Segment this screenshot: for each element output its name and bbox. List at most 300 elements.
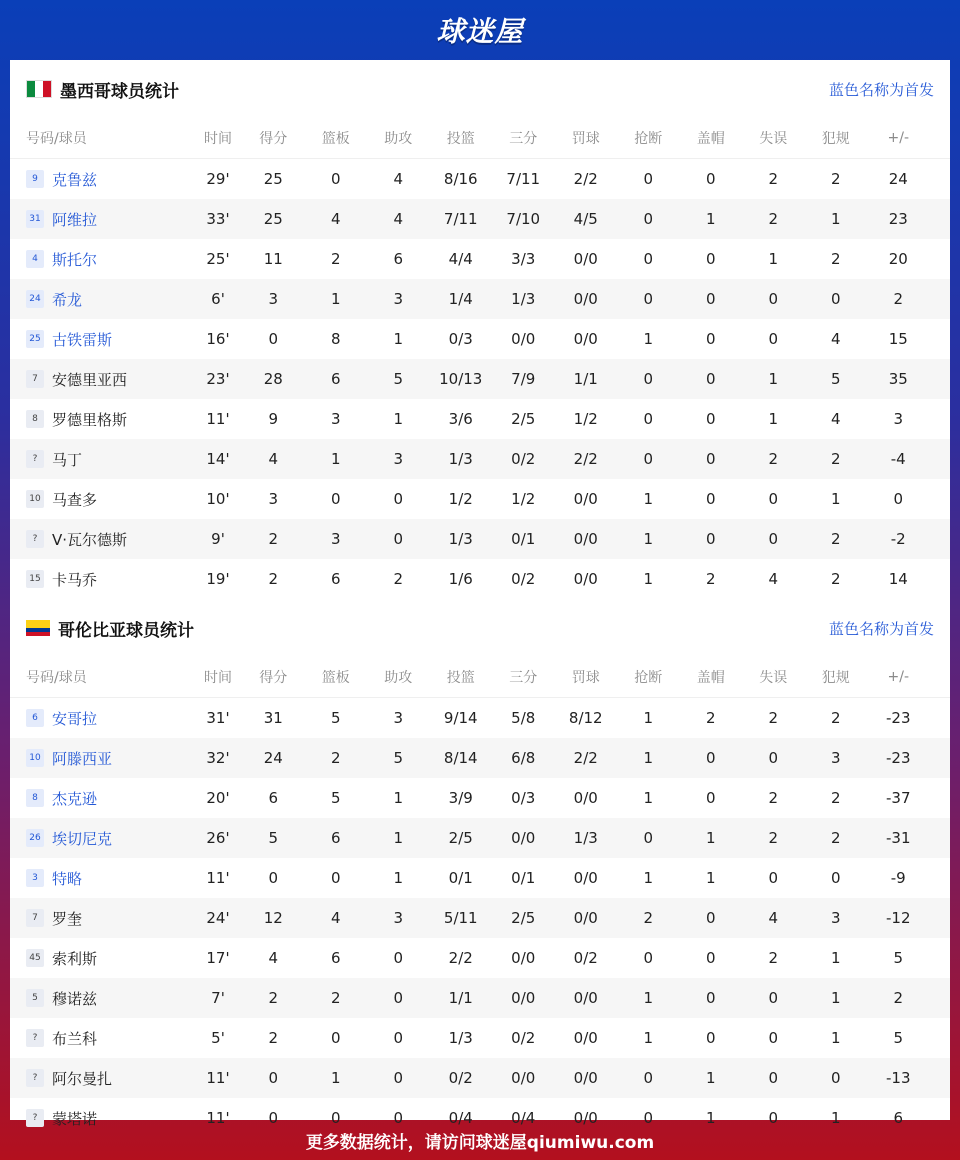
stat-cell: 0/0: [573, 570, 598, 588]
stat-cell: 2: [768, 210, 779, 228]
column-header: 得分: [259, 670, 288, 686]
player-cell[interactable]: [10, 169, 190, 190]
stat-cell: 1: [705, 869, 716, 887]
stat-cell: 24: [888, 170, 908, 188]
stat-cell: 0/4: [448, 1109, 473, 1127]
column-header: 篮板: [321, 131, 350, 147]
stat-cell: -4: [890, 450, 906, 468]
stat-cell: 4: [830, 410, 841, 428]
stat-cell: 0: [330, 1109, 341, 1127]
player-name[interactable]: 古铁雷斯: [52, 330, 113, 349]
stat-cell: 0: [393, 530, 404, 548]
stat-cell: 0: [768, 869, 779, 887]
stat-cell: 0/1: [511, 530, 536, 548]
stat-cell: 1: [830, 989, 841, 1007]
stat-cell: 9: [268, 410, 279, 428]
stat-cell: 1/3: [448, 1029, 473, 1047]
stat-cell: 0: [705, 290, 716, 308]
player-name[interactable]: 希龙: [52, 290, 83, 309]
stat-cell: 0: [393, 989, 404, 1007]
jersey-number: 9: [26, 170, 44, 188]
stat-cell: 0: [705, 989, 716, 1007]
player-cell[interactable]: [10, 569, 190, 590]
stat-cell: 0: [705, 330, 716, 348]
jersey-number: 5: [26, 989, 44, 1007]
stat-cell: 11': [206, 1069, 230, 1087]
stat-cell: 0: [643, 170, 654, 188]
player-cell[interactable]: [10, 988, 190, 1009]
table-row: [10, 159, 950, 199]
stat-cell: 1: [643, 490, 654, 508]
jersey-number: 10: [26, 490, 44, 508]
stat-cell: 0: [768, 1029, 779, 1047]
stat-cell: 4: [330, 210, 341, 228]
stat-cell: 10': [206, 490, 230, 508]
stat-cell: 1: [643, 530, 654, 548]
stat-cell: 0/0: [573, 530, 598, 548]
stat-cell: -2: [890, 530, 906, 548]
stat-cell: 0/0: [573, 1109, 598, 1127]
player-cell[interactable]: [10, 289, 190, 310]
stat-cell: 3: [830, 749, 841, 767]
jersey-number: 45: [26, 949, 44, 967]
column-header: 三分: [509, 670, 538, 686]
table-row: [10, 1018, 950, 1058]
stat-cell: 0: [705, 749, 716, 767]
stat-cell: 2: [768, 789, 779, 807]
player-name[interactable]: V·瓦尔德斯: [52, 530, 128, 549]
table-header: [10, 118, 950, 159]
stat-cell: 2: [705, 570, 716, 588]
stat-cell: 0: [268, 330, 279, 348]
stat-cell: 1/1: [448, 989, 473, 1007]
player-cell[interactable]: [10, 409, 190, 430]
stat-cell: 1: [830, 949, 841, 967]
player-name[interactable]: 穆诺兹: [52, 989, 98, 1008]
stat-cell: -9: [890, 869, 906, 887]
player-name[interactable]: 阿维拉: [52, 210, 98, 229]
player-cell[interactable]: [10, 489, 190, 510]
stat-cell: 0/3: [511, 789, 536, 807]
jersey-number: 6: [26, 709, 44, 727]
player-cell[interactable]: [10, 828, 190, 849]
table-row: [10, 858, 950, 898]
stat-cell: 10/13: [439, 370, 483, 388]
stat-cell: 0/0: [511, 989, 536, 1007]
stat-cell: -37: [886, 789, 911, 807]
stat-cell: -13: [886, 1069, 911, 1087]
stat-cell: 1: [643, 869, 654, 887]
stat-cell: 5: [893, 949, 904, 967]
stat-cell: 0/1: [448, 869, 473, 887]
team-section-colombia: [10, 599, 950, 1138]
stat-cell: 0: [393, 490, 404, 508]
stat-cell: 2: [893, 989, 904, 1007]
player-name[interactable]: 埃切尼克: [52, 829, 113, 848]
stat-cell: 3/3: [511, 250, 536, 268]
stat-cell: 19': [206, 570, 230, 588]
stat-cell: 16': [206, 330, 230, 348]
stat-cell: 0/0: [573, 909, 598, 927]
table-row: [10, 479, 950, 519]
stat-cell: 1: [705, 1109, 716, 1127]
stat-cell: 0/2: [511, 570, 536, 588]
jersey-number: 15: [26, 570, 44, 588]
player-name[interactable]: 杰克逊: [52, 789, 98, 808]
column-header: 失误: [759, 131, 788, 147]
stat-cell: 0/2: [573, 949, 598, 967]
stat-cell: 2: [330, 749, 341, 767]
stat-cell: 8/12: [568, 709, 603, 727]
stat-cell: 1/3: [573, 829, 598, 847]
stat-cell: 3/9: [448, 789, 473, 807]
player-name[interactable]: 阿尔曼扎: [52, 1069, 113, 1088]
stat-cell: 1/6: [448, 570, 473, 588]
stat-cell: 4/5: [573, 210, 598, 228]
stat-cell: 20: [888, 250, 908, 268]
stat-cell: 1/2: [511, 490, 536, 508]
stat-cell: 0: [643, 1109, 654, 1127]
stat-cell: 2: [393, 570, 404, 588]
stat-cell: 0/4: [511, 1109, 536, 1127]
stat-cell: 6: [330, 829, 341, 847]
player-name[interactable]: 阿滕西亚: [52, 749, 113, 768]
stat-cell: 1/1: [573, 370, 598, 388]
stat-cell: 25: [263, 170, 283, 188]
stat-cell: 2: [830, 570, 841, 588]
stat-cell: 0: [643, 250, 654, 268]
stat-cell: 5/11: [443, 909, 478, 927]
player-cell[interactable]: [10, 449, 190, 470]
column-header: 抢断: [634, 131, 663, 147]
player-cell[interactable]: [10, 369, 190, 390]
stat-cell: 0: [705, 450, 716, 468]
player-cell[interactable]: [10, 948, 190, 969]
stat-cell: 1: [705, 210, 716, 228]
stat-cell: 9/14: [443, 709, 478, 727]
stat-cell: 0: [643, 410, 654, 428]
stat-cell: 2: [268, 570, 279, 588]
stat-cell: 2/5: [511, 410, 536, 428]
stat-cell: 1: [330, 290, 341, 308]
column-header: 时间: [204, 131, 232, 147]
stat-cell: 4: [830, 330, 841, 348]
stat-cell: -23: [886, 749, 911, 767]
stat-cell: 3: [393, 709, 404, 727]
stat-cell: 4: [768, 909, 779, 927]
stat-cell: 0: [268, 1109, 279, 1127]
stat-cell: 1: [393, 869, 404, 887]
stat-cell: 2: [830, 530, 841, 548]
stat-cell: 12: [263, 909, 283, 927]
jersey-number: 8: [26, 789, 44, 807]
table-row: [10, 399, 950, 439]
column-header: 盖帽: [696, 670, 725, 686]
stat-cell: 0: [643, 949, 654, 967]
stat-cell: 0: [330, 490, 341, 508]
stat-cell: 0/0: [573, 1069, 598, 1087]
stat-cell: 0/3: [448, 330, 473, 348]
player-cell[interactable]: [10, 1068, 190, 1089]
stat-cell: 0/0: [573, 250, 598, 268]
column-header: 助攻: [384, 131, 413, 147]
stat-cell: 0: [768, 290, 779, 308]
table-row: [10, 199, 950, 239]
stat-cell: 28: [263, 370, 283, 388]
stat-cell: 0: [705, 789, 716, 807]
stat-cell: 6: [393, 250, 404, 268]
table-row: [10, 319, 950, 359]
player-name[interactable]: 克鲁兹: [52, 170, 98, 189]
stat-cell: -23: [886, 709, 911, 727]
stat-cell: 1: [393, 410, 404, 428]
stat-cell: 0/0: [511, 1069, 536, 1087]
column-header: 失误: [759, 670, 788, 686]
stat-cell: 3: [393, 909, 404, 927]
stat-cell: 0: [705, 1029, 716, 1047]
team-section-mexico: [10, 60, 950, 599]
stat-cell: 2: [330, 250, 341, 268]
stat-cell: 5: [393, 749, 404, 767]
player-cell[interactable]: [10, 748, 190, 769]
table-row: [10, 1058, 950, 1098]
table-body: [10, 159, 950, 599]
stat-cell: 1/2: [573, 410, 598, 428]
starter-legend: 蓝色名称为首发: [828, 80, 934, 99]
stat-cell: 0: [330, 869, 341, 887]
player-cell[interactable]: [10, 249, 190, 270]
stat-cell: 0: [768, 1109, 779, 1127]
stat-cell: 4/4: [448, 250, 473, 268]
stat-cell: 0: [830, 1069, 841, 1087]
player-cell[interactable]: [10, 868, 190, 889]
stat-cell: 0: [768, 490, 779, 508]
stat-cell: 0: [830, 869, 841, 887]
column-header: +/-: [887, 669, 909, 685]
stat-cell: 0: [705, 410, 716, 428]
stat-cell: 6: [330, 370, 341, 388]
player-cell[interactable]: [10, 209, 190, 230]
column-header: 时间: [204, 670, 232, 686]
stat-cell: 2/2: [573, 749, 598, 767]
stat-cell: 0/1: [511, 869, 536, 887]
stat-cell: 15: [888, 330, 908, 348]
column-header: 犯规: [821, 131, 850, 147]
stat-cell: 1: [393, 829, 404, 847]
stat-cell: 2: [768, 949, 779, 967]
stat-cell: 1/3: [448, 450, 473, 468]
stat-cell: 2: [643, 909, 654, 927]
column-header: 得分: [259, 131, 288, 147]
stat-cell: 14: [888, 570, 908, 588]
stat-cell: 2/5: [511, 909, 536, 927]
stat-cell: 0: [705, 909, 716, 927]
stat-cell: 2: [830, 250, 841, 268]
stat-cell: 11': [206, 410, 230, 428]
table-row: [10, 778, 950, 818]
stat-cell: 17': [206, 949, 230, 967]
stat-cell: 31: [263, 709, 283, 727]
stat-cell: 1: [643, 749, 654, 767]
stat-cell: 0/0: [573, 989, 598, 1007]
player-cell[interactable]: [10, 329, 190, 350]
stat-cell: 5/8: [511, 709, 536, 727]
section-title: 墨西哥球员统计: [60, 81, 179, 102]
stat-cell: 2: [768, 170, 779, 188]
table-row: [10, 439, 950, 479]
player-name[interactable]: 索利斯: [52, 949, 98, 968]
stat-cell: 0/0: [573, 789, 598, 807]
stat-cell: 8/16: [443, 170, 478, 188]
colombia-flag-icon: [26, 620, 50, 636]
column-header: 罚球: [571, 670, 600, 686]
column-header: +/-: [887, 130, 909, 146]
stat-cell: 1: [393, 330, 404, 348]
stat-cell: 6': [211, 290, 225, 308]
stat-cell: 7/11: [506, 170, 541, 188]
stat-cell: 0: [393, 1029, 404, 1047]
stat-cell: 7/9: [511, 370, 536, 388]
player-name[interactable]: 安德里亚西: [52, 370, 128, 389]
footer-link[interactable]: 更多数据统计，请访问球迷屋qiumiwu.com: [305, 1132, 655, 1153]
player-name[interactable]: 特略: [52, 869, 83, 888]
player-cell[interactable]: [10, 908, 190, 929]
stat-cell: 2/2: [573, 170, 598, 188]
stat-cell: 3: [330, 410, 341, 428]
jersey-number: ?: [26, 1109, 44, 1127]
stat-cell: 3: [393, 450, 404, 468]
stat-cell: 4: [268, 949, 279, 967]
stats-card: [10, 60, 950, 1128]
stat-cell: 0: [393, 949, 404, 967]
stat-cell: 2: [830, 789, 841, 807]
stat-cell: 4: [393, 210, 404, 228]
stat-cell: 0: [643, 829, 654, 847]
stat-cell: 2/5: [448, 829, 473, 847]
jersey-number: ?: [26, 450, 44, 468]
table-row: [10, 938, 950, 978]
stat-cell: 8: [330, 330, 341, 348]
table-row: [10, 698, 950, 738]
stat-cell: 35: [888, 370, 908, 388]
stat-cell: 0: [393, 1069, 404, 1087]
player-cell[interactable]: [10, 788, 190, 809]
jersey-number: 31: [26, 210, 44, 228]
brand-logo: 球迷屋: [436, 15, 524, 48]
stat-cell: 1: [643, 709, 654, 727]
stat-cell: 0: [268, 869, 279, 887]
stat-cell: 1: [330, 1069, 341, 1087]
player-name[interactable]: 卡马乔: [52, 570, 98, 589]
player-name[interactable]: 马丁: [52, 450, 83, 469]
player-cell[interactable]: [10, 1028, 190, 1049]
stat-cell: 0/0: [573, 290, 598, 308]
column-header: 号码/球员: [26, 670, 87, 686]
stat-cell: 1: [768, 370, 779, 388]
player-cell[interactable]: [10, 529, 190, 550]
stat-cell: 2: [768, 450, 779, 468]
stat-cell: 26': [206, 829, 230, 847]
player-name[interactable]: 布兰科: [52, 1029, 98, 1048]
table-row: [10, 359, 950, 399]
stat-cell: 1: [830, 1029, 841, 1047]
stat-cell: 0: [643, 1069, 654, 1087]
stat-cell: 2: [768, 709, 779, 727]
stat-cell: 11': [206, 869, 230, 887]
stat-cell: 3: [830, 909, 841, 927]
stat-cell: 0: [705, 170, 716, 188]
stat-cell: 0: [705, 370, 716, 388]
jersey-number: 7: [26, 909, 44, 927]
section-header: [10, 60, 950, 118]
stat-cell: 1: [643, 330, 654, 348]
jersey-number: 8: [26, 410, 44, 428]
player-name[interactable]: 斯托尔: [52, 250, 98, 269]
column-header: 投篮: [446, 131, 475, 147]
stat-cell: 2: [830, 829, 841, 847]
player-name[interactable]: 马查多: [52, 490, 98, 509]
stat-cell: 0: [705, 250, 716, 268]
stat-cell: 7/11: [443, 210, 478, 228]
stat-cell: 0/2: [448, 1069, 473, 1087]
stat-cell: 2: [330, 989, 341, 1007]
stat-cell: 1: [768, 410, 779, 428]
stat-cell: 7': [211, 989, 225, 1007]
stat-cell: 31': [206, 709, 230, 727]
stat-cell: 4: [393, 170, 404, 188]
section-title: 哥伦比亚球员统计: [58, 620, 194, 641]
table-header: [10, 657, 950, 698]
stat-cell: 0: [768, 530, 779, 548]
stat-cell: 0: [643, 450, 654, 468]
table-row: [10, 898, 950, 938]
column-header: 投篮: [446, 670, 475, 686]
stat-cell: 0: [643, 290, 654, 308]
stat-cell: 2: [830, 709, 841, 727]
table-row: [10, 239, 950, 279]
player-name[interactable]: 罗奎: [52, 909, 83, 928]
stat-cell: 6: [893, 1109, 904, 1127]
stat-cell: 6: [330, 949, 341, 967]
stat-cell: 3/6: [448, 410, 473, 428]
table-row: [10, 738, 950, 778]
stat-cell: 0: [705, 949, 716, 967]
stat-cell: 2: [268, 989, 279, 1007]
column-header: 篮板: [321, 670, 350, 686]
table-row: [10, 978, 950, 1018]
stat-cell: 0: [705, 490, 716, 508]
column-header: 盖帽: [696, 131, 725, 147]
player-cell[interactable]: [10, 708, 190, 729]
stat-cell: 0: [643, 370, 654, 388]
stat-cell: 3: [268, 290, 279, 308]
stat-cell: 1: [643, 789, 654, 807]
stat-cell: 11: [263, 250, 283, 268]
player-name[interactable]: 罗德里格斯: [52, 410, 128, 429]
jersey-number: 10: [26, 749, 44, 767]
stat-cell: 2: [830, 450, 841, 468]
stat-cell: 1/3: [448, 530, 473, 548]
stat-cell: 0: [268, 1069, 279, 1087]
player-name[interactable]: 安哥拉: [52, 709, 98, 728]
stat-cell: 5: [330, 709, 341, 727]
stat-cell: 0: [893, 490, 904, 508]
stat-cell: 1: [705, 1069, 716, 1087]
stat-cell: 0/0: [511, 829, 536, 847]
player-name[interactable]: 蒙塔诺: [52, 1109, 98, 1128]
stat-cell: 0/0: [573, 1029, 598, 1047]
jersey-number: 7: [26, 370, 44, 388]
